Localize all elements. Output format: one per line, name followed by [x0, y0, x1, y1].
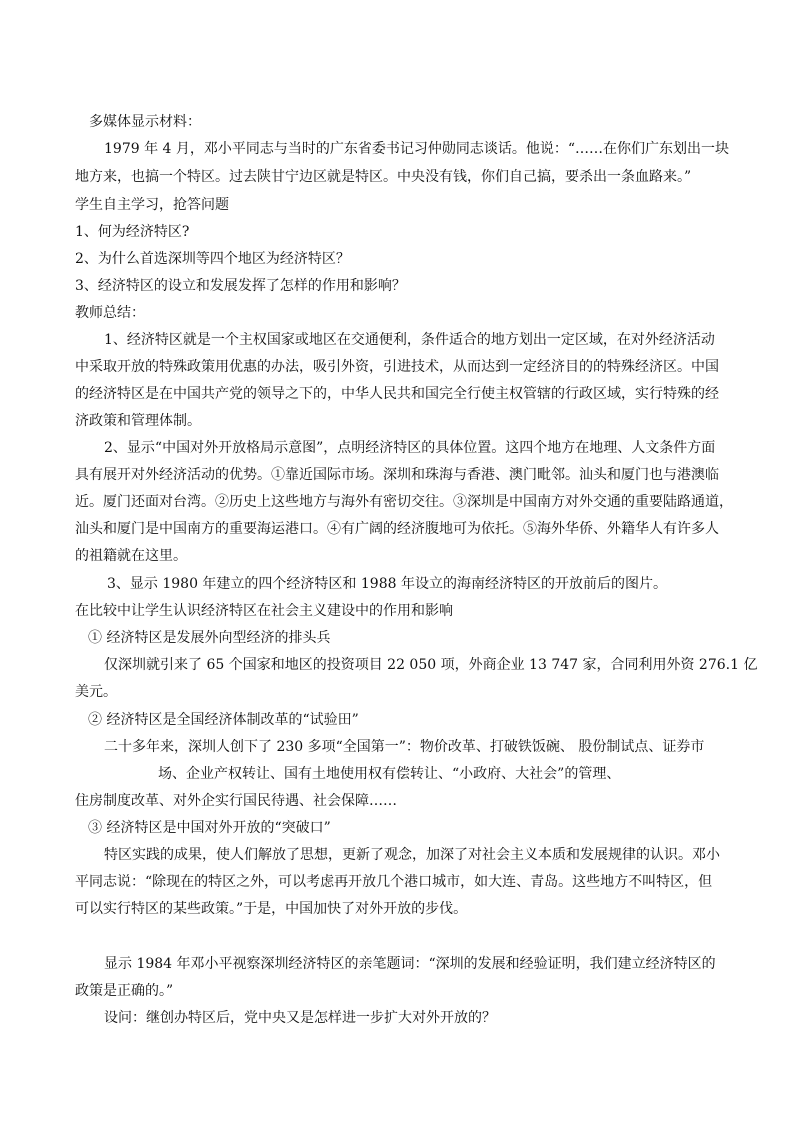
paragraph-line: 地方来，也搞一个特区。过去陕甘宁边区就是特区。中央没有钱，你们自己搞，要杀出一条血路来。”: [75, 169, 692, 185]
question-line: 设问：继创办特区后，党中央又是怎样进一步扩大对外开放的？: [104, 1010, 496, 1026]
paragraph-line: 汕头和厦门是中国南方的重要海运港口。④有广阔的经济腹地可为依托。⑤海外华侨、外籍华人有许多人: [75, 521, 719, 537]
paragraph-line: 的祖籍就在这里。: [75, 548, 187, 564]
section-heading: 教师总结：: [75, 305, 145, 321]
point-heading: ③ 经济特区是中国对外开放的“突破口”: [88, 820, 331, 836]
section-heading: 学生自主学习，抢答问题: [75, 197, 229, 213]
paragraph-line: 美元。: [75, 684, 117, 700]
paragraph-line: 1、经济特区就是一个主权国家或地区在交通便利，条件适合的地方划出一定区域，在对外经济活动: [104, 332, 715, 348]
question-item: 1、何为经济特区?: [75, 224, 190, 240]
paragraph-line: 济政策和管理体制。: [75, 413, 201, 429]
paragraph-line: 仅深圳就引来了 65 个国家和地区的投资项目 22 050 项，外商企业 13 747 家，合同利用外资 276.1 亿: [104, 657, 758, 673]
question-item: 3、经济特区的设立和发展发挥了怎样的作用和影响？: [75, 278, 406, 294]
paragraph-line: 住房制度改革、对外企实行国民待遇、社会保障……: [75, 793, 397, 809]
point-heading: ① 经济特区是发展外向型经济的排头兵: [88, 630, 331, 646]
paragraph-line: 3、显示 1980 年建立的四个经济特区和 1988 年设立的海南经济特区的开放前后的图片。: [107, 576, 667, 592]
paragraph-line: 1979 年 4 月，邓小平同志与当时的广东省委书记习仲勋同志谈话。他说：“……在你们广东划出一块: [104, 141, 730, 157]
paragraph-line: 特区实践的成果，使人们解放了思想，更新了观念，加深了对社会主义本质和发展规律的认识。邓小: [104, 847, 720, 863]
paragraph-line: 平同志说：“除现在的特区之外，可以考虑再开放几个港口城市，如大连、青岛。这些地方不叫特区，但: [75, 874, 713, 890]
paragraph-line: 显示 1984 年邓小平视察深圳经济特区的亲笔题词：“深圳的发展和经验证明，我们建立经济特区的: [104, 956, 716, 972]
paragraph-line: 可以实行特区的某些政策。”于是，中国加快了对外开放的步伐。: [75, 901, 468, 917]
paragraph-line: 在比较中让学生认识经济特区在社会主义建设中的作用和影响: [75, 603, 453, 619]
paragraph-line: 场、企业产权转让、国有土地使用权有偿转让、“小政府、大社会”的管理、: [158, 766, 621, 782]
paragraph-line: 中采取开放的特殊政策用优惠的办法，吸引外资，引进技术，从而达到一定经济目的的特殊经济区。中国: [75, 359, 719, 375]
paragraph-line: 具有展开对外经济活动的优势。①靠近国际市场。深圳和珠海与香港、澳门毗邻。汕头和厦门也与港澳临: [75, 467, 719, 483]
paragraph-line: 的经济特区是在中国共产党的领导之下的，中华人民共和国完全行使主权管辖的行政区域，实行特殊的经: [75, 386, 719, 402]
point-heading: ② 经济特区是全国经济体制改革的“试验田”: [88, 712, 359, 728]
paragraph-line: 政策是正确的。”: [75, 983, 174, 999]
paragraph-line: 2、显示“中国对外开放格局示意图”，点明经济特区的具体位置。这四个地方在地理、人文条件方面: [104, 440, 716, 456]
question-item: 2、为什么首选深圳等四个地区为经济特区？: [75, 251, 350, 267]
paragraph-line: 近。厦门还面对台湾。②历史上这些地方与海外有密切交往。③深圳是中国南方对外交通的重要陆路通道，: [75, 494, 733, 510]
paragraph-line: 二十多年来，深圳人创下了 230 多项“全国第一”：物价改革、打破铁饭碗、 股份制试点、证券市: [104, 739, 705, 755]
material-heading: 多媒体显示材料：: [89, 114, 201, 130]
